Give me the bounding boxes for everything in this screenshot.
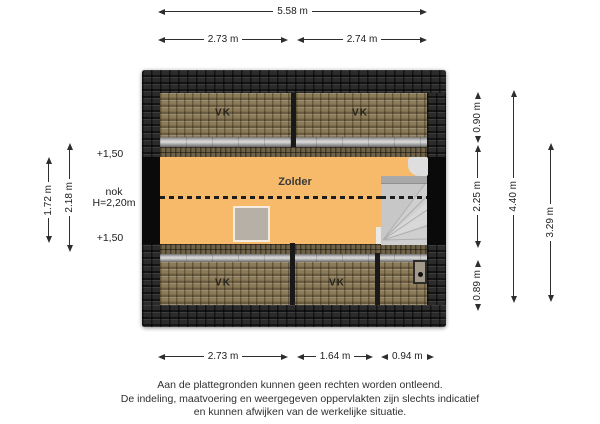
dim-label: 2.74 m <box>346 34 378 45</box>
roof-band-top <box>142 70 446 93</box>
level-label-top: +1,50 <box>96 148 124 160</box>
room-label: Zolder <box>278 176 312 188</box>
dim-right-bottom <box>471 260 484 302</box>
dim-label: 3.29 m <box>545 207 556 238</box>
dim-label: 0.94 m <box>392 351 423 362</box>
dim-bottom-middle <box>297 350 373 363</box>
stair-rail-curve <box>408 157 428 176</box>
vk-label-top-left: VK <box>215 107 231 119</box>
eave-rows-top <box>160 147 427 157</box>
disclaimer-line2: De indeling, maatvoering en weergegeven oppervlakten zijn slechts indicatief <box>120 392 480 405</box>
dim-left-outer <box>63 143 76 252</box>
roof-band-bottom <box>142 305 446 327</box>
vk-label-bottom-left: VK <box>215 277 231 289</box>
dim-right-top <box>471 92 484 136</box>
disclaimer <box>0 379 600 420</box>
vk-label-top-right: VK <box>352 107 368 119</box>
slope-divider-bottom-1 <box>290 243 295 305</box>
dim-label: 2.73 m <box>207 34 239 45</box>
staircase <box>381 176 427 245</box>
dim-label: 0.90 m <box>472 102 483 133</box>
dim-label: 0.89 m <box>472 270 483 301</box>
chimney <box>233 206 270 242</box>
dim-label: 5.58 m <box>277 6 308 17</box>
ridge-height-line2: H=2,20m <box>92 197 136 209</box>
vk-label-bottom-right: VK <box>329 277 345 289</box>
roof-vent <box>413 260 427 284</box>
dim-top-right <box>297 33 427 46</box>
disclaimer-line3: en kunnen afwijken van de werkelijke situatie. <box>193 406 407 418</box>
dim-label: 2.18 m <box>64 182 75 213</box>
ridge-height-label <box>86 187 142 209</box>
level-label-bottom: +1,50 <box>96 232 124 244</box>
dim-label: 1.64 m <box>319 351 351 362</box>
floorplan <box>142 70 446 327</box>
ridge-dashed-line-over-stairs <box>381 196 427 199</box>
dim-right-middle <box>471 145 484 248</box>
dim-right-lower <box>544 143 557 302</box>
dim-label: 2.25 m <box>472 181 483 212</box>
dim-top-total <box>158 5 427 18</box>
wall-void-right <box>427 157 446 245</box>
wall-void-left <box>142 157 160 244</box>
dim-label: 1.72 m <box>43 184 54 216</box>
ridge-height-line1: nok <box>105 186 123 198</box>
slope-divider-top <box>291 93 296 147</box>
dim-label: 2.73 m <box>207 351 239 362</box>
dim-left-inner <box>42 157 55 243</box>
disclaimer-line1: Aan de plattegronden kunnen geen rechten worden ontleend. <box>157 379 443 391</box>
dim-bottom-left <box>158 350 288 363</box>
dim-bottom-right <box>381 350 426 363</box>
dim-label: 4.40 m <box>508 181 519 212</box>
slope-divider-bottom-2 <box>375 253 380 305</box>
dim-right-total <box>507 90 520 303</box>
dim-top-left <box>158 33 288 46</box>
